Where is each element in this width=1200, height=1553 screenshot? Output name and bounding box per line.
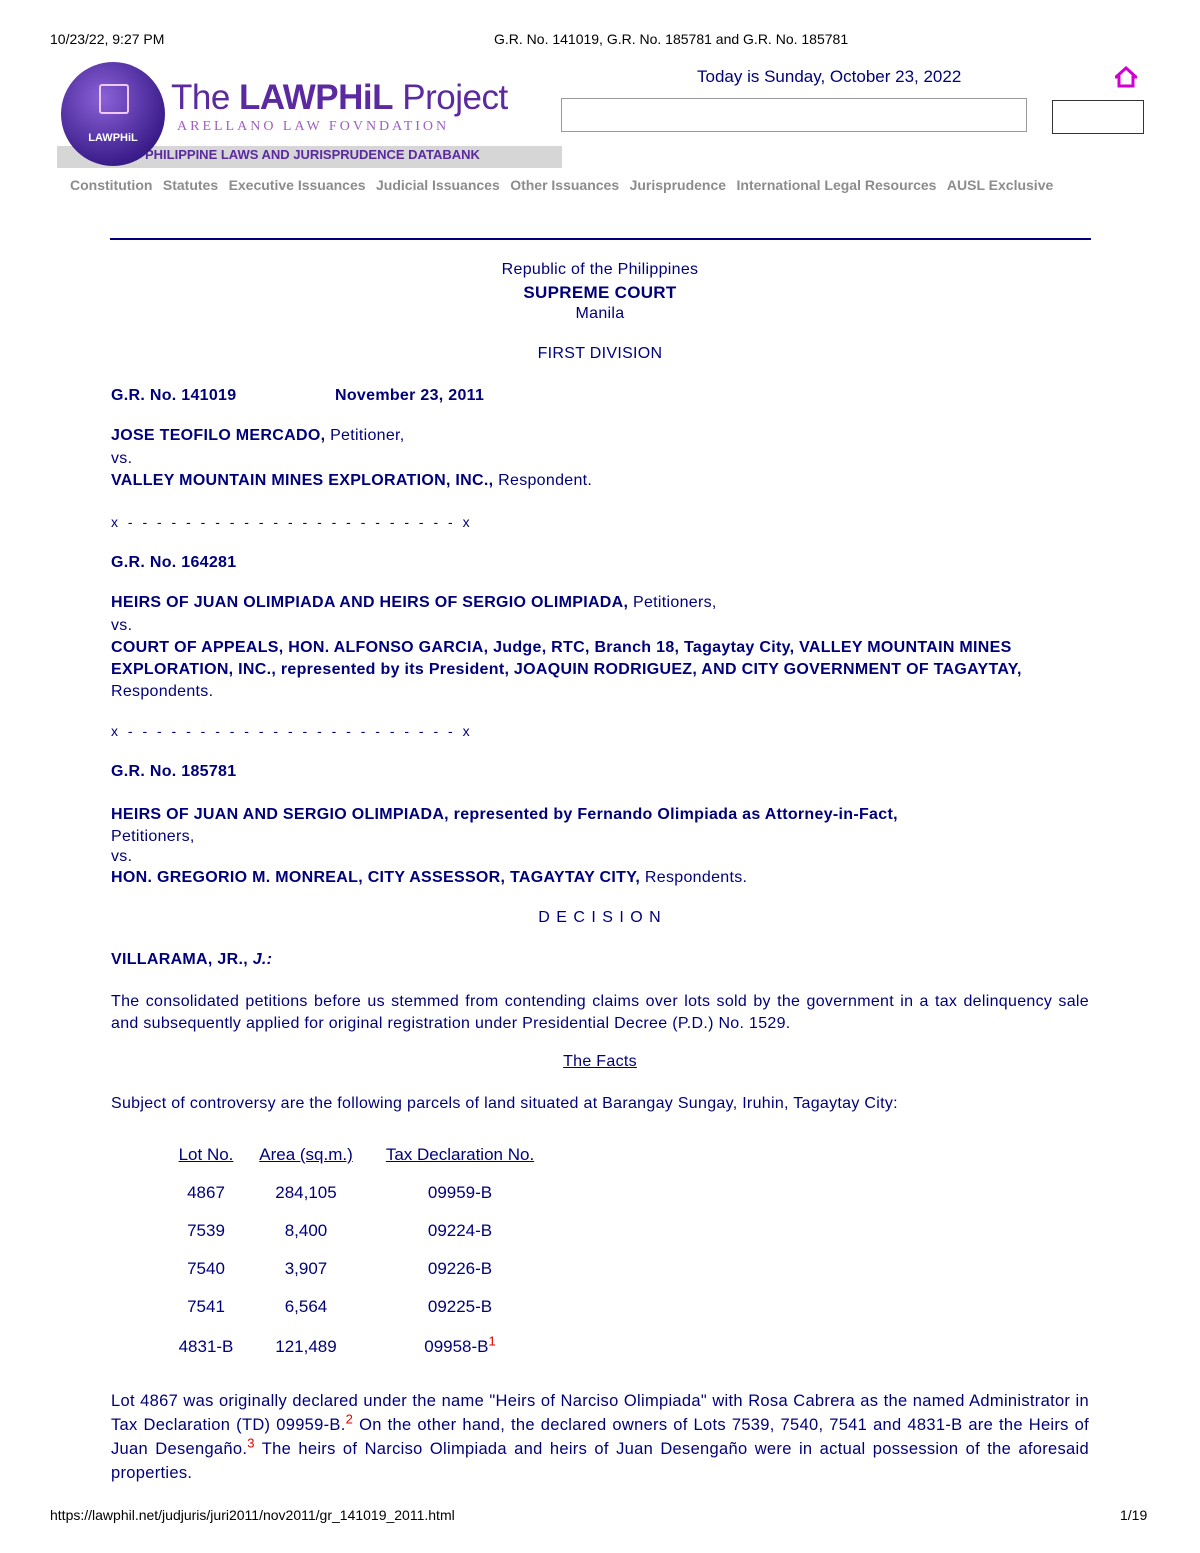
case3-petitioner-line [111,804,1089,848]
nav-constitution[interactable]: Constitution [70,177,153,193]
logo-title-brand: LAWPHiL [239,78,394,117]
case1-petitioner: JOSE TEOFILO MERCADO, [111,427,326,444]
main-nav [70,177,1059,195]
case1-petitioner-line [111,427,1089,445]
table-cell: 4831-B [178,1337,234,1356]
header-divider [110,238,1091,240]
case3-petitioner-role: Petitioners, [111,828,195,845]
case3-respondent-role: Respondents. [640,869,748,886]
table-cell: 121,489 [275,1337,337,1356]
table-cell: 284,105 [275,1183,337,1202]
case2-petitioner: HEIRS OF JUAN OLIMPIADA AND HEIRS OF SERGIO OLIMPIADA, [111,594,629,611]
case3-vs: vs. [111,848,133,865]
case2-respondent-line [111,637,1089,703]
footnote-1-link[interactable]: 1 [488,1333,496,1349]
logo-subtitle: ARELLANO LAW FOVNDATION [177,119,450,134]
nav-other-issuances[interactable]: Other Issuances [510,177,620,193]
facts-heading: The Facts [563,1053,637,1070]
para-part-2: On the other hand, the declared owners of Lots 7539, 7540, 7541 and 4831-B are the Heirs of Juan Desengaño. [111,1416,1089,1458]
home-icon[interactable] [1115,66,1137,88]
case3-petitioner: HEIRS OF JUAN AND SERGIO OLIMPIADA, represented by Fernando Olimpiada as Attorney-in-Fact, [111,806,898,823]
case3-respondent: HON. GREGORIO M. MONREAL, CITY ASSESSOR, TAGAYTAY CITY, [111,869,641,886]
nav-executive-issuances[interactable]: Executive Issuances [228,177,366,193]
table-cell: 7539 [187,1221,225,1240]
para-part-3: The heirs of Narciso Olimpiada and heirs of Juan Desengaño were in actual possession of the aforesaid properties. [111,1440,1089,1482]
court-city: Manila [575,305,625,322]
subject-paragraph: Subject of controversy are the following parcels of land situated at Barangay Sungay, Iruhin, Tagaytay City: [111,1095,898,1112]
case1-date: November 23, 2011 [335,387,485,404]
logo-title [171,78,508,118]
lawphil-seal-icon [61,62,165,166]
table-cell: 09224-B [427,1221,493,1240]
ponente: VILLARAMA, JR., [111,951,248,968]
footnote-3-link[interactable]: 3 [247,1435,255,1451]
table-header-tax: Tax Declaration No. [385,1145,535,1164]
case3-respondent-line [111,869,1089,887]
lot-paragraph [111,1389,1089,1485]
table-cell: 09958-B [424,1337,489,1356]
nav-jurisprudence[interactable]: Jurisprudence [629,177,727,193]
table-header-area: Area (sq.m.) [259,1145,353,1164]
table-cell: 8,400 [284,1221,328,1240]
table-cell: 09226-B [427,1259,493,1278]
case3-gr: G.R. No. 185781 [111,763,237,780]
table-cell: 7541 [187,1297,225,1316]
today-date: Today is Sunday, October 23, 2022 [697,67,962,86]
table-cell: 6,564 [284,1297,328,1316]
case1-gr: G.R. No. 141019 [111,387,237,404]
table-cell: 09225-B [427,1297,493,1316]
case1-vs: vs. [111,450,133,467]
separator-2: x - - - - - - - - - - - - - - - - - - - - - - - x [111,723,473,739]
print-page-number: 1/19 [1120,1507,1148,1523]
print-datetime: 10/23/22, 9:27 PM [50,31,165,47]
case1-respondent: VALLEY MOUNTAIN MINES EXPLORATION, INC., [111,472,494,489]
table-cell: 7540 [187,1259,225,1278]
table-cell: 3,907 [284,1259,328,1278]
division: FIRST DIVISION [537,345,663,362]
case1-respondent-line [111,472,1089,490]
intro-paragraph: The consolidated petitions before us stemmed from contending claims over lots sold by the government in a tax delinquency sale and subsequently applied for original registration under Presidential Decree (P.D.) No. 1529. [111,993,1089,1032]
print-url: https://lawphil.net/judjuris/juri2011/nov2011/gr_141019_2011.html [50,1507,455,1523]
case2-petitioner-line [111,594,1089,612]
site-logo[interactable] [55,62,565,172]
court-name: SUPREME COURT [523,283,677,302]
search-button[interactable] [1052,100,1144,134]
footnote-2-link[interactable]: 2 [345,1411,354,1427]
table-cell-last [374,1333,546,1357]
case2-respondent-role: Respondents. [111,683,214,700]
separator-1: x - - - - - - - - - - - - - - - - - - - - - - - x [111,514,473,530]
ponente-line [111,951,1089,969]
nav-ausl-exclusive[interactable]: AUSL Exclusive [946,177,1054,193]
logo-title-suffix: Project [393,78,508,117]
nav-statutes[interactable]: Statutes [162,177,219,193]
para-part-1: Lot 4867 was originally declared under the name "Heirs of Narciso Olimpiada" with Rosa Cabrera as the named Administrator in Tax Declaration (TD) 09959-B. [111,1392,1089,1434]
republic-line: Republic of the Philippines [501,261,699,278]
nav-judicial-issuances[interactable]: Judicial Issuances [376,177,500,193]
nav-international-legal-resources[interactable]: International Legal Resources [736,177,937,193]
logo-title-prefix: The [171,78,240,117]
search-input[interactable] [561,98,1027,132]
decision-heading: D E C I S I O N [538,909,662,926]
seal-text: LAWPHiL [88,132,138,144]
ponente-j: J.: [247,951,273,968]
table-cell: 4867 [187,1183,225,1202]
case2-gr: G.R. No. 164281 [111,554,237,571]
case1-respondent-role: Respondent. [493,472,593,489]
case2-respondent: COURT OF APPEALS, HON. ALFONSO GARCIA, Judge, RTC, Branch 18, Tagaytay City, VALLEY MOUNTAIN MINES EXPLORATION, INC., represented by its President, JOAQUIN RODRIGUEZ, AND CITY GOVERNMENT OF TAGAYTAY, [111,639,1022,678]
case1-petitioner-role: Petitioner, [325,427,405,444]
case2-petitioner-role: Petitioners, [628,594,717,611]
case2-vs: vs. [111,617,133,634]
scales-icon [99,84,129,114]
table-header-lot: Lot No. [178,1145,234,1164]
print-title: G.R. No. 141019, G.R. No. 185781 and G.R. No. 185781 [494,31,849,47]
logo-banner-text: PHILIPPINE LAWS AND JURISPRUDENCE DATABANK [145,147,480,162]
table-cell: 09959-B [427,1183,493,1202]
